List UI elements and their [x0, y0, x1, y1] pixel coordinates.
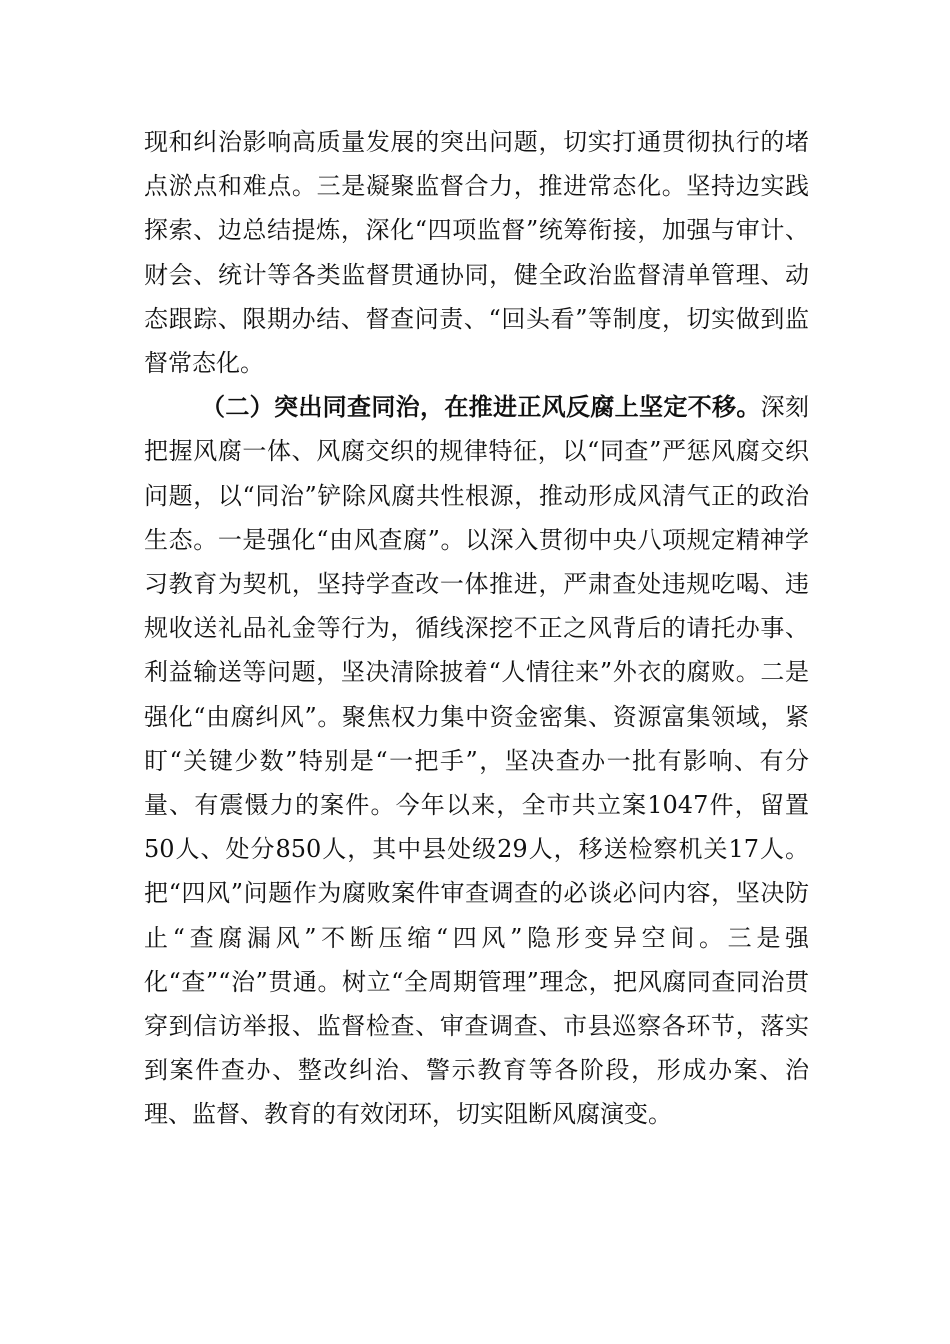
paragraph-1 [144, 120, 809, 385]
paragraph-2 [144, 385, 809, 1136]
paragraph-2-text: 深刻把握风腐一体、风腐交织的规律特征，以“同查”严惩风腐交织问题，以“同治”铲除风腐共性根源，推动形成风清气正的政治生态。一是强化“由风查腐”。以深入贯彻中央八项规定精神学习教育为契机，坚持学查改一体推进，严肃查处违规吃喝、违规收送礼品礼金等行为，循线深挖不正之风背后的请托办事、利益输送等问题，坚决清除披着“人情往来”外衣的腐败。二是强化“由腐纠风”。聚焦权力集中资金密集、资源富集领域，紧盯“关键少数”特别是“一把手”，坚决查办一批有影响、有分量、有震慑力的案件。今年以来，全市共立案1047件，留置50人、处分850人，其中县处级29人，移送检察机关17人。把“四风”问题作为腐败案件审查调查的必谈必问内容，坚决防止“查腐漏风”不断压缩“四风”隐形变异空间。三是强化“查”“治”贯通。树立“全周期管理”理念，把风腐同查同治贯穿到信访举报、监督检查、审查调查、市县巡察各环节，落实到案件查办、整改纠治、警示教育等各阶段，形成办案、治理、监督、教育的有效闭环，切实阻断风腐演变。 [144, 393, 810, 1129]
paragraph-1-text: 现和纠治影响高质量发展的突出问题，切实打通贯彻执行的堵点淤点和难点。三是凝聚监督合力，推进常态化。坚持边实践探索、边总结提炼，深化“四项监督”统筹衔接，加强与审计、财会、统计等各类监督贯通协同，健全政治监督清单管理、动态跟踪、限期办结、督查问责、“回头看”等制度，切实做到监督常态化。 [144, 128, 809, 378]
section-heading: （二）突出同查同治，在推进正风反腐上坚定不移。 [201, 392, 761, 422]
body-text [144, 120, 809, 1137]
